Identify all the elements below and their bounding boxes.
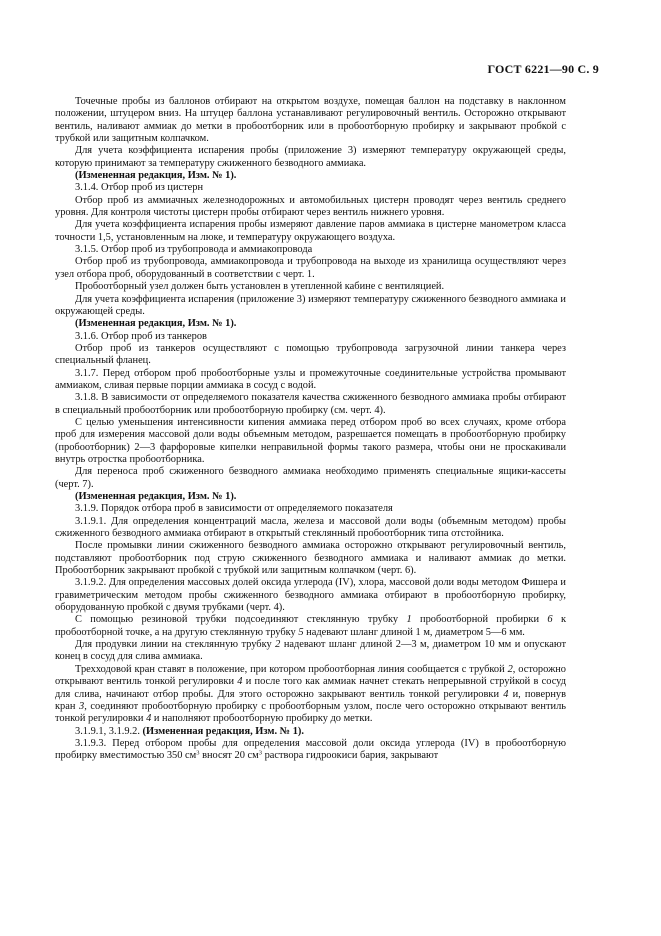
section-heading: 3.1.9. Порядок отбора проб в зависимости от определяемого показателя <box>75 503 393 515</box>
paragraph: 3.1.9.3. Перед отбором пробы для определения массовой доли оксида углерода (IV) в пробоотборную пробирку вместимостью 350 $см^3$ вносят 20 $см^3$ раствора гидроокиси бария, закрывают <box>55 737 566 762</box>
paragraph: С помощью резиновой трубки подсоединяют стеклянную трубку 1 пробоотборной пробирки 6 к пробоотборной точке, а на другую стеклянную трубку 5 надевают шланг длиной 1 м, диаметром 5—6 мм. <box>55 614 566 638</box>
paragraph: Отбор проб из аммиачных железнодорожных и автомобильных цистерн проводят через вентиль среднего уровня. Для контроля чистоты цистерн пробы отбирают через вентиль нижнего уровня. <box>55 194 566 219</box>
paragraph: Для учета коэффициента испарения (приложение 3) измеряют температуру сжиженного безводного аммиака и окружающей среды. <box>55 293 566 317</box>
paragraph: Пробоотборный узел должен быть установлен в утепленной кабине с вентиляцией. <box>75 281 445 293</box>
paragraph: Точечные пробы из баллонов отбирают на открытом воздухе, помещая баллон на подставку в наклонном положении, штуцером вниз. На штуцер баллона устанавливают регулировочный вентиль. Осторожно открывают вентиль, наливают аммиак до метки в пробоотборник или в пробоотборную пробирку и закрывают пробкой с трубкой или защитным колпачком. <box>55 96 566 145</box>
section-heading: 3.1.4. Отбор проб из цистерн <box>75 182 204 194</box>
paragraph: Трехходовой кран ставят в положение, при котором пробоотборная линия сообщается с трубкой 2, осторожно открывают вентиль тонкой регулировки 4 и после того как аммиак начнет стекать непрерывной струйкой в сосуд для слива, начинают отбор пробы. Для этого осторожно закрывают вентиль тонкой регулировки 4 и, повернув кран 3, соединяют пробоотборную пробирку с пробоотборным узлом, после чего осторожно открывают вентиль тонкой регулировки 4 и наполняют пробоотборную пробирку до метки. <box>55 663 566 725</box>
section-heading: 3.1.6. Отбор проб из танкеров <box>75 330 207 342</box>
paragraph: Для учета коэффициента испарения пробы (приложение 3) измеряют температуру окружающей среды, которую принимают за температуру сжиженного безводного аммиака. <box>55 145 566 169</box>
paragraph: После промывки линии сжиженного безводного аммиака осторожно открывают регулировочный вентиль, подставляют пробоотборник под струю сжиженного безводного аммиака и наливают аммиак до метки. Пробоотборник закрывают пробкой с трубкой или защитным колпачком (черт. 6). <box>55 540 566 577</box>
amendment-note: (Измененная редакция, Изм. № 1). <box>75 318 237 330</box>
paragraph: 3.1.7. Перед отбором проб пробоотборные узлы и промежуточные соединительные устройства промывают аммиаком, сливая первые порции аммиака в сосуд с водой. <box>55 367 566 391</box>
paragraph: 3.1.9.2. Для определения массовых долей оксида углерода (IV), хлора, массовой доли воды методом Фишера и гравиметрическим методом пробы сжиженного безводного аммиака отбирают в пробоотборную пробирку, оборудованную пробкой с двумя трубками (черт. 4). <box>55 577 566 614</box>
amendment-note: (Измененная редакция, Изм. № 1). <box>75 170 237 182</box>
paragraph: 3.1.9.1, 3.1.9.2. (Измененная редакция, Изм. № 1). <box>75 725 304 737</box>
page-header: ГОСТ 6221—90 С. 9 <box>487 62 599 76</box>
paragraph: Отбор проб из танкеров осуществляют с помощью трубопровода загрузочной линии танкера через специальный фланец. <box>55 342 566 367</box>
paragraph: С целью уменьшения интенсивности кипения аммиака перед отбором проб во всех случаях, кроме отбора проб для измерения массовой доли воды объемным методом, разрешается помещать в пробоотборную пробирку (пробоотборник) 2—3 фарфоровые кипелки неправильной формы такого размера, чтобы они не проскакивали внутрь отростка пробоотборника. <box>55 416 566 465</box>
amendment-note: (Измененная редакция, Изм. № 1). <box>75 491 237 502</box>
paragraph: Для переноса проб сжиженного безводного аммиака необходимо применять специальные ящики-кассеты (черт. 7). <box>55 466 566 490</box>
paragraph: Отбор проб из трубопровода, аммиакопровода и трубопровода на выходе из хранилища осуществляют через узел отбора проб, оборудованный в соответствии с черт. 1. <box>55 256 566 280</box>
paragraph: Для учета коэффициента испарения пробы измеряют давление паров аммиака в цистерне манометром класса точности 1,5, установленным на люке, и температуру окружающего воздуха. <box>55 219 566 243</box>
document-body <box>55 96 566 763</box>
paragraph: 3.1.9.1. Для определения концентраций масла, железа и массовой доли воды (объемным методом) пробы сжиженного безводного аммиака отбирают в открытый стеклянный пробоотборник типа отстойника. <box>55 515 566 540</box>
paragraph: Для продувки линии на стеклянную трубку 2 надевают шланг длиной 2—3 м, диаметром 10 мм и опускают конец в сосуд для слива аммиака. <box>55 639 566 663</box>
section-heading: 3.1.5. Отбор проб из трубопровода и аммиакопровода <box>75 244 313 256</box>
paragraph: 3.1.8. В зависимости от определяемого показателя качества сжиженного безводного аммиака пробы отбирают в специальный пробоотборник или пробоотборную пробирку (см. черт. 4). <box>55 392 566 416</box>
